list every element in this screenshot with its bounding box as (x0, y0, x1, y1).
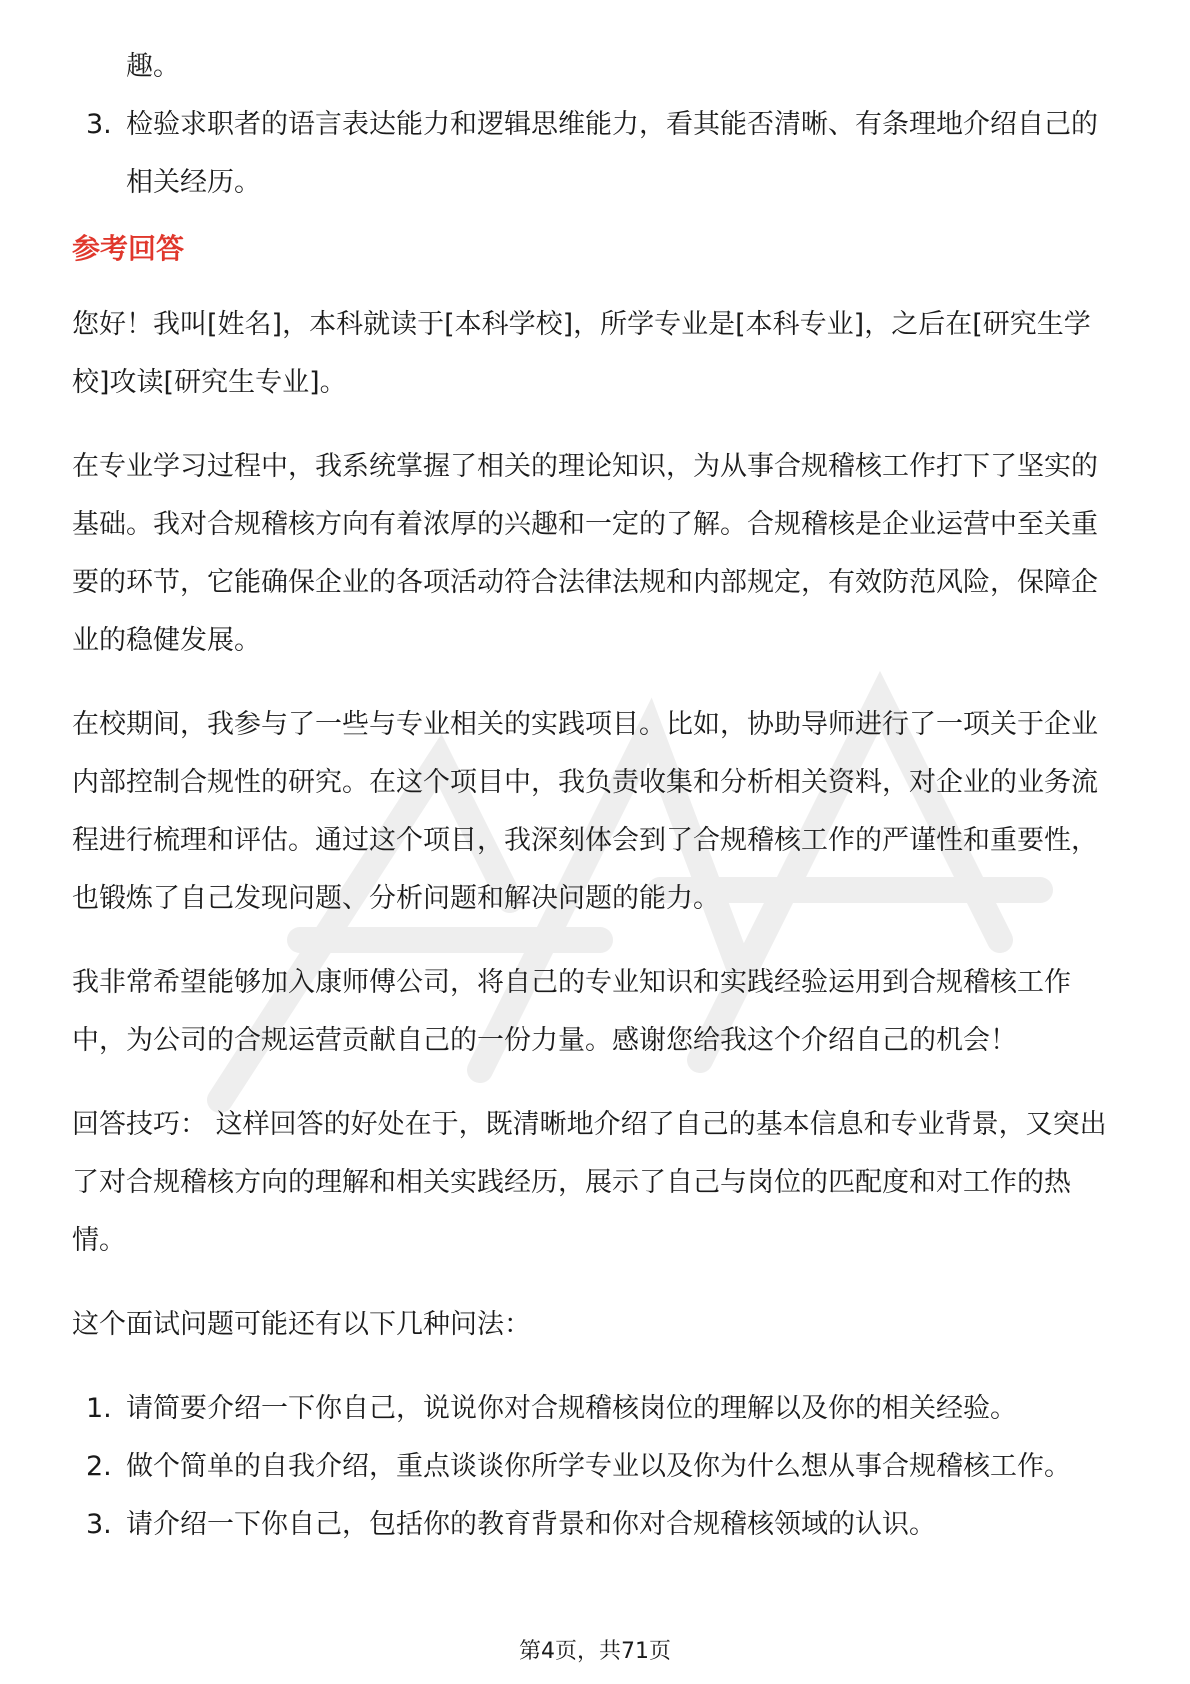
page-number-footer: 第4页，共71页 (519, 1639, 671, 1664)
list-item (72, 38, 1122, 96)
paragraph-intro: 您好！我叫[姓名]，本科就读于[本科学校]，所学专业是[本科专业]，之后在[研究生学校]攻读[研究生专业]。 (72, 309, 1091, 398)
list-number: 3. (86, 109, 112, 140)
list-item (72, 1438, 1122, 1496)
paragraph-practice: 在校期间，我参与了一些与专业相关的实践项目。比如，协助导师进行了一项关于企业内部控制合规性的研究。在这个项目中，我负责收集和分析相关资料，对企业的业务流程进行梳理和评估。通过这个项目，我深刻体会到了合规稽核工作的严谨性和重要性，也锻炼了自己发现问题、分析问题和解决问题的能力。 (72, 709, 1098, 914)
list-number: 3. (86, 1509, 112, 1540)
list-item (72, 1496, 1122, 1554)
paragraph-motivation: 我非常希望能够加入康师傅公司，将自己的专业知识和实践经验运用到合规稽核工作中，为公司的合规运营贡献自己的一份力量。感谢您给我这个介绍自己的机会！ (72, 967, 1071, 1056)
list-item-text: 检验求职者的语言表达能力和逻辑思维能力，看其能否清晰、有条理地介绍自己的相关经历。 (126, 109, 1098, 198)
list-number: 1. (86, 1393, 112, 1424)
list-item (72, 96, 1122, 212)
list-item-text: 做个简单的自我介绍，重点谈谈你所学专业以及你为什么想从事合规稽核工作。 (126, 1451, 1071, 1482)
list-item-text: 请介绍一下你自己，包括你的教育背景和你对合规稽核领域的认识。 (126, 1509, 936, 1540)
paragraph-study: 在专业学习过程中，我系统掌握了相关的理论知识，为从事合规稽核工作打下了坚实的基础。我对合规稽核方向有着浓厚的兴趣和一定的了解。合规稽核是企业运营中至关重要的环节，它能确保企业的各项活动符合法律法规和内部规定，有效防范风险，保障企业的稳健发展。 (72, 451, 1098, 656)
list-item (72, 1380, 1122, 1438)
list-item-text: 请简要介绍一下你自己，说说你对合规稽核岗位的理解以及你的相关经验。 (126, 1393, 1017, 1424)
document-page (72, 38, 1122, 1554)
list-number: 2. (86, 1451, 112, 1482)
answer-heading: 参考回答 (72, 232, 185, 265)
paragraph-variants-intro: 这个面试问题可能还有以下几种问法： (72, 1309, 531, 1340)
paragraph-tips: 回答技巧： 这样回答的好处在于，既清晰地介绍了自己的基本信息和专业背景，又突出了对合规稽核方向的理解和相关实践经历，展示了自己与岗位的匹配度和对工作的热情。 (72, 1109, 1107, 1256)
top-numbered-list (72, 38, 1122, 212)
bottom-numbered-list (72, 1380, 1122, 1554)
list-item-text: 趣。 (126, 51, 180, 82)
